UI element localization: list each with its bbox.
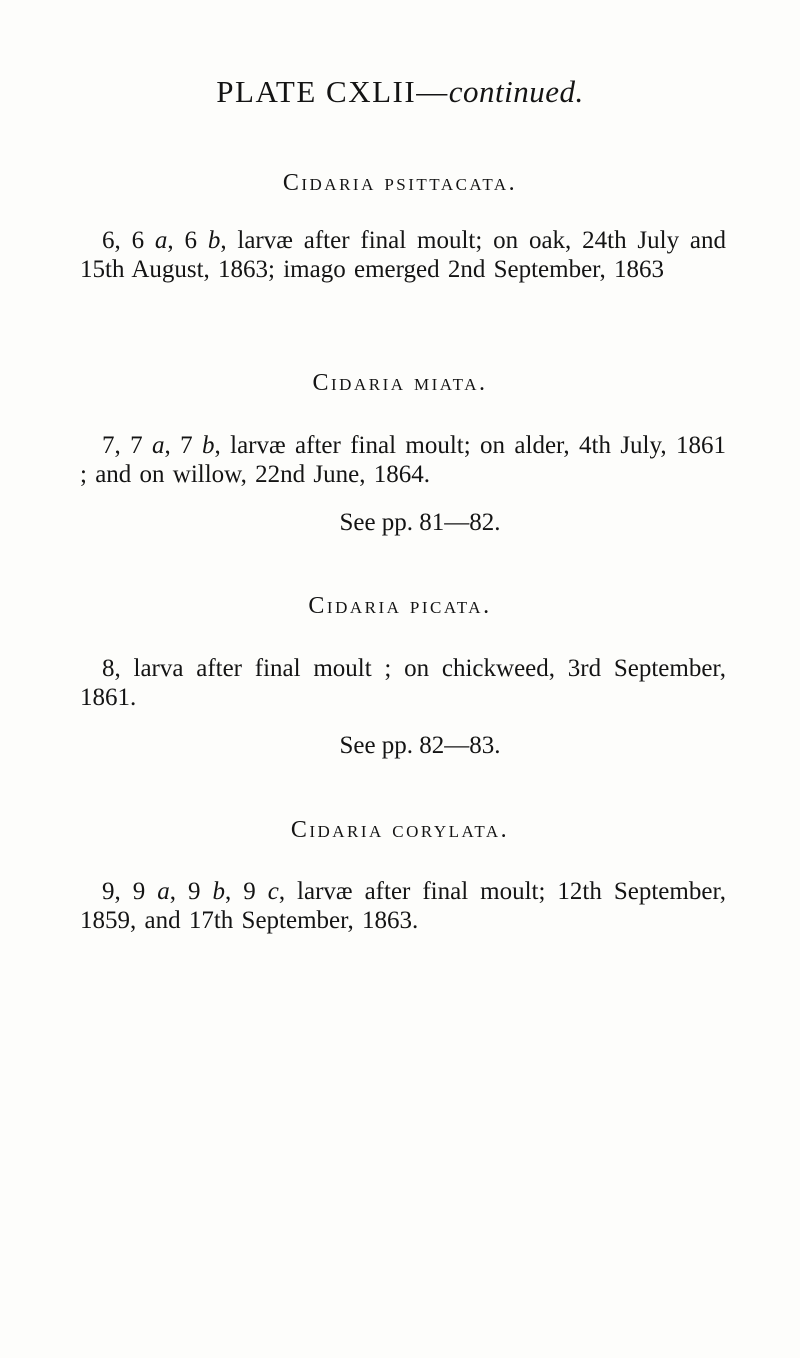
description-psittacata: 6, 6 a, 6 b, larvæ after final moult; on oak, 24th July and 15th August, 1863; imago emerged 2nd September, 1863 [80, 227, 726, 283]
species-heading-corylata: Cidaria corylata. [290, 817, 510, 843]
description-miata: 7, 7 a, 7 b, larvæ after final moult; on alder, 4th July, 1861 ; and on willow, 22nd June, 1864. [80, 432, 727, 488]
description-corylata: 9, 9 a, 9 b, 9 c, larvæ after final moult; 12th September, 1859, and 17th September, 1863. [80, 878, 727, 934]
page-reference-picata: See pp. 82—83. [339, 732, 501, 759]
species-heading-psittacata: Cidaria psittacata. [282, 170, 518, 196]
species-heading-miata: Cidaria miata. [312, 370, 488, 396]
plate-continued: continued. [448, 74, 584, 109]
species-heading-picata: Cidaria picata. [308, 593, 492, 619]
plate-number: PLATE CXLII— [216, 74, 449, 109]
description-picata: 8, larva after final moult ; on chickweed, 3rd September, 1861. [80, 655, 726, 711]
plate-title [0, 74, 800, 110]
page-reference-miata: See pp. 81—82. [339, 509, 501, 536]
